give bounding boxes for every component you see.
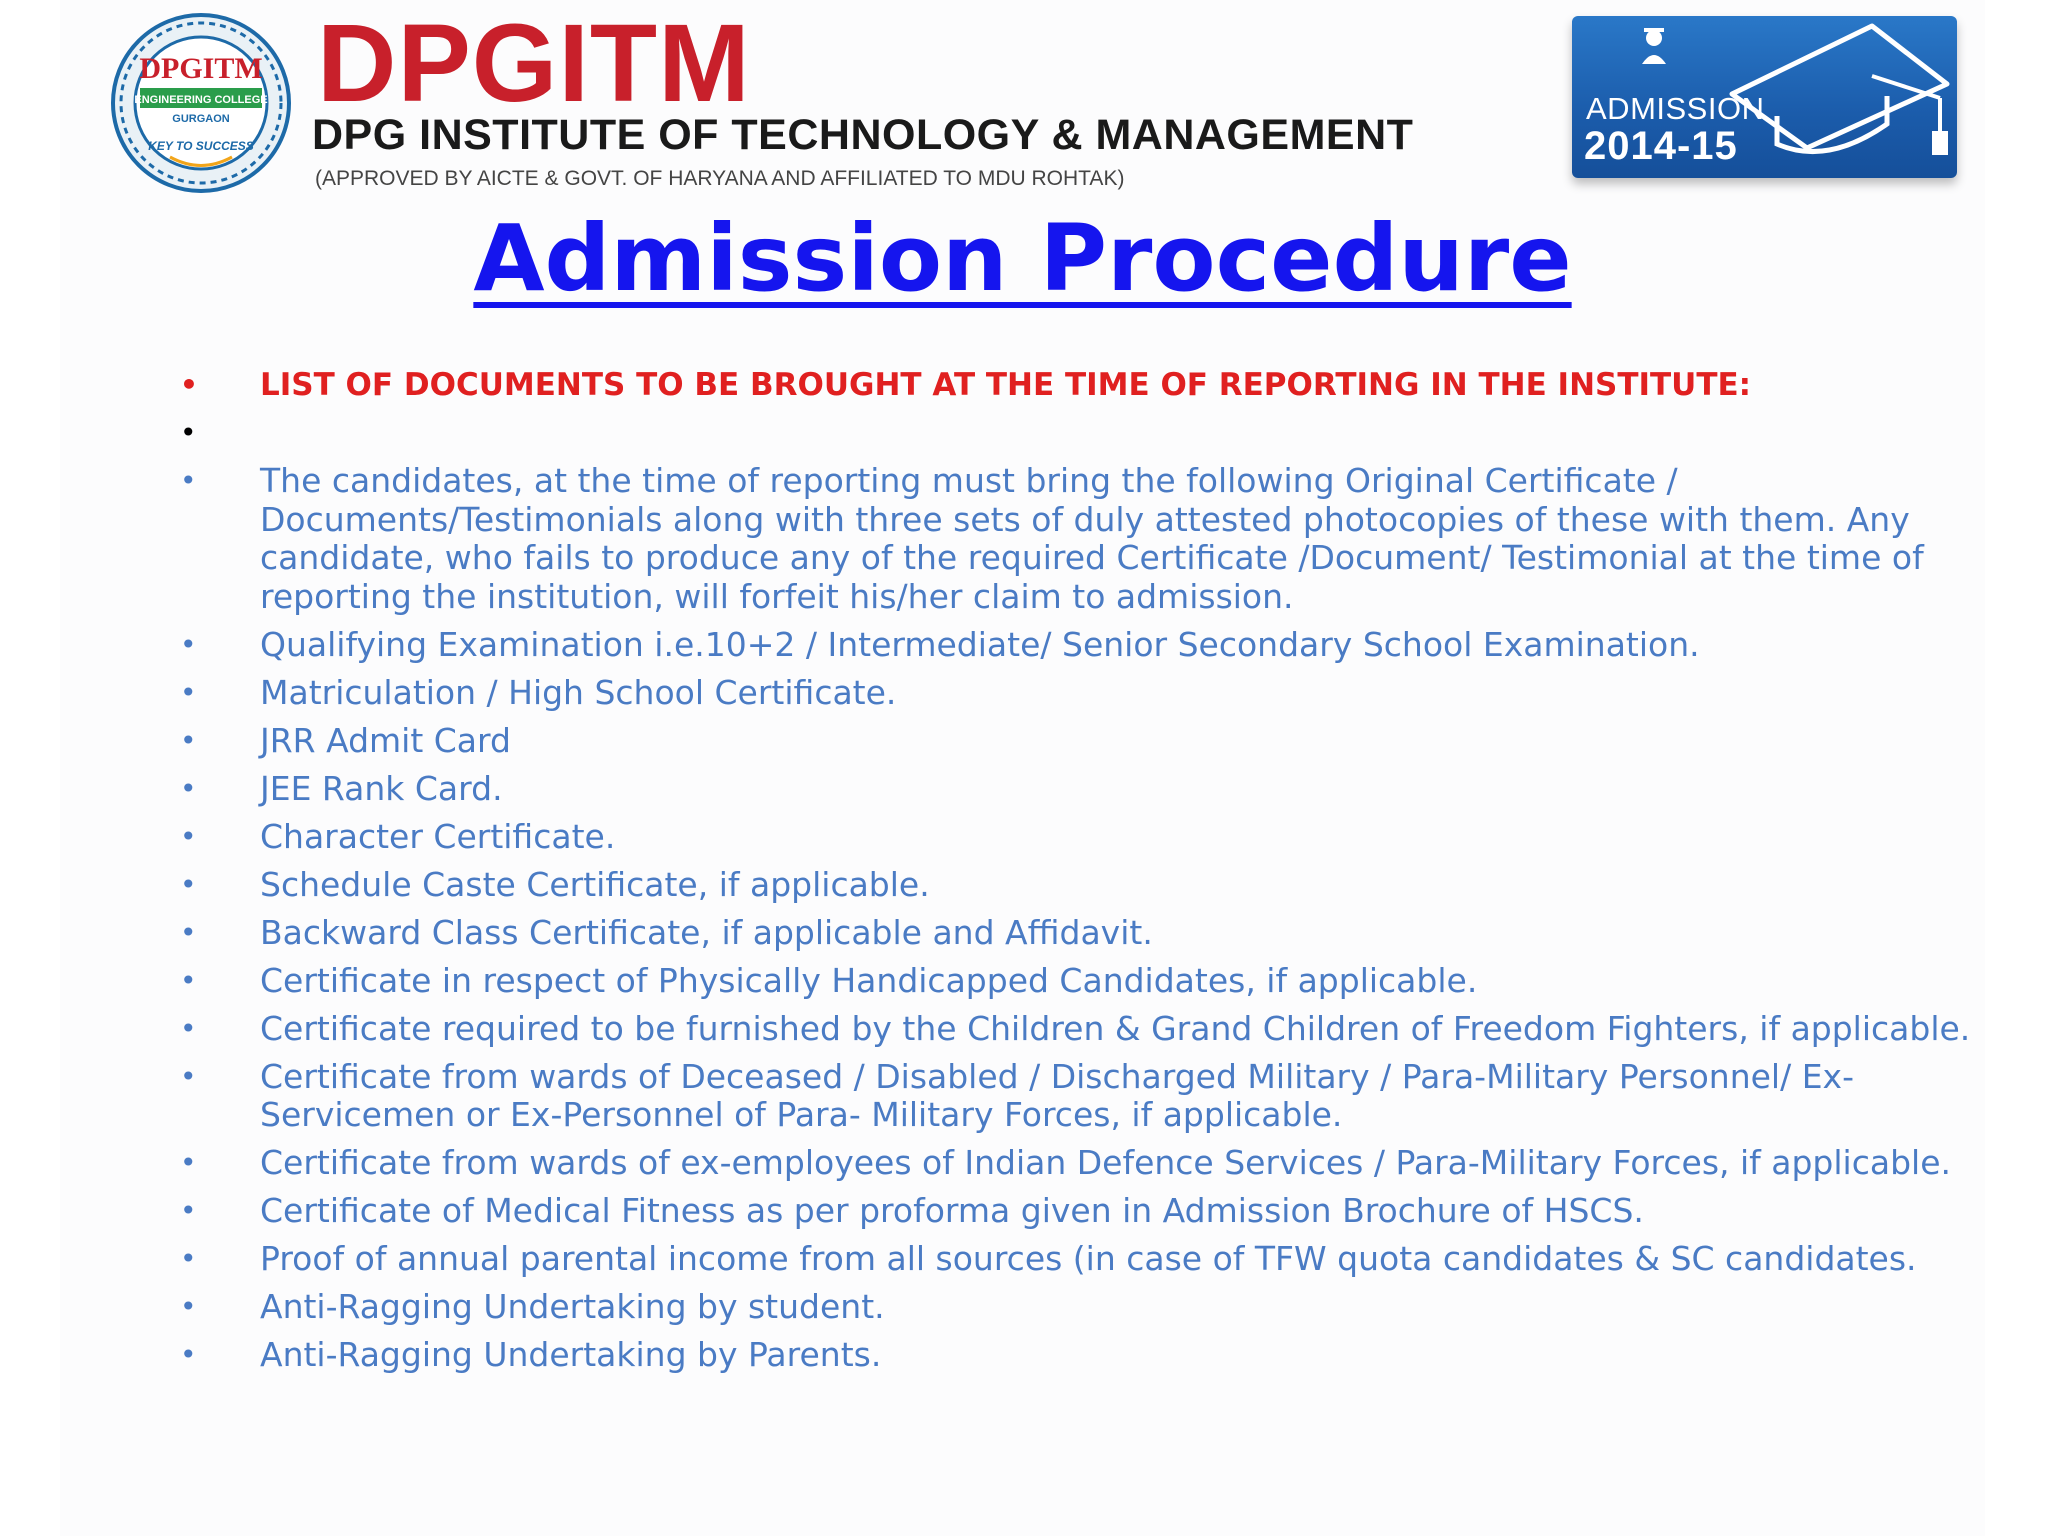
- list-item-text: JRR Admit Card: [260, 720, 511, 760]
- bullet-icon: •: [180, 627, 197, 661]
- slide: [60, 0, 1985, 1536]
- list-item-text: Certificate from wards of ex-employees of Indian Defence Services / Para-Military Forces, if applicable.: [260, 1143, 1951, 1182]
- bullet-icon: •: [180, 416, 197, 449]
- badge-admission-label: ADMISSION: [1586, 91, 1765, 126]
- bullet-icon: •: [180, 723, 197, 757]
- bullet-icon: •: [180, 1338, 197, 1371]
- list-item-text: Schedule Caste Certificate, if applicable.: [260, 864, 930, 904]
- bullet-icon: •: [180, 1194, 197, 1227]
- bullet-icon: •: [180, 1290, 197, 1323]
- list-item-text: Qualifying Examination i.e.10+2 / Intermediate/ Senior Secondary School Examination.: [260, 624, 1700, 664]
- bullet-icon: •: [180, 819, 197, 853]
- badge-year-label: 2014-15: [1584, 124, 1738, 168]
- bullet-icon: •: [180, 1146, 197, 1179]
- list-item: [180, 1192, 2000, 1231]
- list-item: [180, 626, 2000, 665]
- list-item: [180, 1010, 2000, 1049]
- list-item: [180, 1240, 2000, 1279]
- list-item: [180, 962, 2000, 1001]
- list-item-text: The candidates, at the time of reporting must bring the following Original Certificate / Documents/Testimonials along with three sets of duly attested photocopies of these with them. Any candidate, who fails to produce any of the required Certificate /Document/ Testimonial at the time of reporting the institution, will forfeit his/her claim to admission.: [260, 461, 1924, 616]
- brand-name: DPGITM: [317, 2, 751, 125]
- list-item-text: Certificate from wards of Deceased / Disabled / Discharged Military / Para-Military Personnel/ Ex-Servicemen or Ex-Personnel of Para- Military Forces, if applicable.: [260, 1056, 1854, 1134]
- admission-badge: [1572, 16, 1957, 178]
- heading-text: LIST OF DOCUMENTS TO BE BROUGHT AT THE TIME OF REPORTING IN THE INSTITUTE:: [260, 367, 1752, 403]
- list-item-text: JEE Rank Card.: [260, 768, 503, 808]
- documents-list-heading: [180, 366, 2000, 405]
- bullet-icon: •: [180, 675, 197, 709]
- bullet-icon: •: [180, 915, 197, 949]
- list-item-text: Character Certificate.: [260, 816, 616, 856]
- list-item: [180, 1144, 2000, 1183]
- list-item: [180, 674, 2000, 713]
- bullet-icon: •: [180, 1242, 197, 1275]
- list-item: [180, 462, 2000, 616]
- list-item: [180, 1336, 2000, 1375]
- list-item: [180, 818, 2000, 857]
- institute-full-name: DPG INSTITUTE OF TECHNOLOGY & MANAGEMENT: [312, 111, 1414, 159]
- bullet-icon: •: [180, 867, 197, 901]
- seal-motto-text: KEY TO SUCCESS: [148, 139, 254, 153]
- list-item: [180, 770, 2000, 809]
- list-item-text: Matriculation / High School Certificate.: [260, 672, 897, 712]
- bullet-icon: •: [180, 963, 197, 997]
- college-seal-logo: [110, 12, 292, 194]
- list-item-text: Anti-Ragging Undertaking by student.: [260, 1287, 885, 1326]
- seal-band-text: ENGINEERING COLLEGE: [134, 94, 268, 106]
- seal-brand-text: DPGITM: [139, 52, 263, 85]
- list-item-text: Proof of annual parental income from all sources (in case of TFW quota candidates & SC candidates.: [260, 1239, 1917, 1278]
- list-item-text: Anti-Ragging Undertaking by Parents.: [260, 1335, 882, 1374]
- list-item: [180, 1058, 2000, 1135]
- bullet-icon: •: [180, 1011, 197, 1045]
- approval-note: (APPROVED BY AICTE & GOVT. OF HARYANA AND AFFILIATED TO MDU ROHTAK): [315, 167, 1125, 190]
- list-item: [180, 914, 2000, 953]
- seal-city-text: GURGAON: [172, 113, 230, 125]
- bullet-icon: •: [180, 1059, 197, 1093]
- list-item-text: Backward Class Certificate, if applicable and Affidavit.: [260, 912, 1153, 952]
- list-item-text: Certificate of Medical Fitness as per proforma given in Admission Brochure of HSCS.: [260, 1191, 1644, 1230]
- list-item-text: Certificate required to be furnished by the Children & Grand Children of Freedom Fighters, if applicable.: [260, 1008, 1971, 1048]
- empty-list-item: [180, 414, 2000, 453]
- bullet-icon: •: [180, 771, 197, 805]
- bullet-icon: •: [180, 464, 197, 497]
- list-item: [180, 722, 2000, 761]
- documents-list: [180, 366, 2000, 1384]
- page-title-text: Admission Procedure: [473, 205, 1572, 312]
- list-item: [180, 1288, 2000, 1327]
- bullet-icon: •: [180, 368, 198, 401]
- page-title: [60, 200, 1985, 318]
- list-item: [180, 866, 2000, 905]
- list-item-text: Certificate in respect of Physically Handicapped Candidates, if applicable.: [260, 960, 1478, 1000]
